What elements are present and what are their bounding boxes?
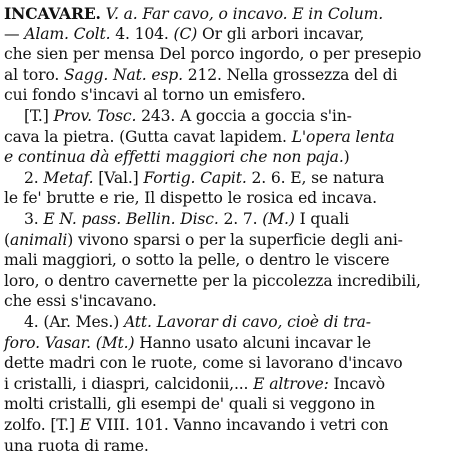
- entry-text-segment: animali: [9, 230, 68, 249]
- entry-line: [4, 416, 388, 435]
- entry-text-segment: E altrove:: [253, 374, 329, 393]
- entry-text-segment: [T.]: [24, 107, 54, 125]
- entry-text-segment: INCAVARE.: [4, 4, 101, 23]
- entry-line: [4, 231, 403, 250]
- entry-text-segment: 2. 6. E, se natura: [246, 168, 385, 187]
- entry-text-segment: loro, o dentro cavernette per la piccolezza incredibili,: [4, 271, 421, 290]
- entry-text-segment: ): [343, 148, 350, 167]
- entry-text-segment: mali maggiori, o sotto la pelle, o dentro le viscere: [4, 251, 390, 270]
- entry-text-segment: I quali: [294, 210, 349, 228]
- entry-text-segment: E N. pass. Bellin. Disc.: [43, 210, 219, 228]
- entry-line: [4, 251, 389, 270]
- entry-text-segment: Fortig. Capit.: [143, 168, 247, 187]
- entry-text-segment: [Val.]: [93, 168, 144, 187]
- entry-line: [4, 292, 157, 311]
- entry-line: [24, 169, 384, 188]
- entry-text-segment: 3.: [24, 210, 44, 228]
- entry-text-segment: Prov. Tosc.: [53, 107, 137, 125]
- entry-line: [4, 128, 395, 147]
- entry-text-segment: Incavò: [328, 374, 386, 393]
- entry-line: [24, 107, 352, 126]
- entry-text-segment: (C): [173, 24, 198, 43]
- entry-text-segment: che sien per mensa Del porco ingordo, o per presepio: [4, 45, 422, 64]
- entry-text-segment: 212. Nella grossezza del di: [182, 65, 398, 84]
- entry-text-segment: al toro.: [4, 65, 65, 84]
- entry-line: [4, 437, 149, 456]
- entry-line: [4, 395, 375, 414]
- entry-line: [4, 375, 385, 394]
- entry-text-segment: 2.: [24, 168, 44, 187]
- entry-text-segment: (Mt.): [95, 333, 135, 352]
- entry-text-segment: V. a. Far cavo, o incavo. E in Colum.: [105, 5, 384, 23]
- entry-line: [24, 210, 349, 229]
- entry-line: [4, 189, 377, 208]
- entry-text-segment: ) vivono sparsi o per la superficie degli ani-: [67, 230, 403, 249]
- entry-text-segment: cava la pietra. (Gutta cavat lapidem.: [4, 127, 292, 146]
- entry-text-segment: Hanno usato alcuni incavar le: [134, 333, 371, 352]
- entry-text-segment: (: [4, 230, 10, 249]
- entry-text-segment: —: [4, 24, 25, 43]
- entry-text-segment: una ruota di rame.: [4, 436, 149, 455]
- entry-text-segment: L'opera lenta: [291, 127, 395, 146]
- entry-line: [4, 25, 364, 44]
- entry-line: [4, 45, 421, 64]
- entry-text-segment: foro. Vasar.: [4, 333, 91, 352]
- entry-text-segment: le fe' brutte e rie, Il dispetto le rosica ed incava.: [4, 189, 377, 208]
- entry-text-segment: 2. 7.: [218, 210, 263, 228]
- entry-text-segment: 243. A goccia a goccia s'in-: [136, 107, 352, 125]
- entry-line: [4, 4, 383, 24]
- entry-text-segment: Sagg. Nat. esp.: [64, 65, 183, 84]
- entry-text-segment: cui fondo s'incavi al torno un emisfero.: [4, 86, 306, 105]
- entry-line: [4, 334, 371, 353]
- entry-line: [4, 66, 397, 85]
- entry-text-segment: E: [79, 416, 92, 434]
- entry-text-segment: molti cristalli, gli esempi de' quali si veggono in: [4, 395, 375, 414]
- entry-text-segment: Or gli arbori incavar,: [197, 24, 365, 43]
- entry-text-segment: 4. 104.: [110, 24, 174, 43]
- entry-text-segment: dette madri con le ruote, come si lavorano d'incavo: [4, 354, 403, 373]
- entry-line: [4, 86, 306, 105]
- entry-line: [24, 313, 371, 332]
- entry-text-segment: zolfo. [T.]: [4, 416, 80, 434]
- entry-line: [4, 148, 350, 167]
- entry-text-segment: e continua dà effetti maggiori che non paja.: [4, 148, 344, 167]
- entry-text-segment: Att. Lavorar di cavo, cioè di tra-: [123, 313, 371, 331]
- entry-text-segment: Metaf.: [43, 168, 94, 187]
- entry-text-segment: 4. (Ar. Mes.): [24, 313, 124, 331]
- entry-text-segment: VIII. 101. Vanno incavando i vetri con: [91, 416, 389, 434]
- entry-line: [4, 354, 403, 373]
- entry-text-segment: che essi s'incavano.: [4, 292, 157, 311]
- entry-text-segment: (M.): [262, 210, 295, 228]
- entry-text-segment: Alam. Colt.: [24, 24, 111, 43]
- entry-text-segment: i cristalli, i diaspri, calcidonii,...: [4, 374, 254, 393]
- entry-line: [4, 272, 421, 291]
